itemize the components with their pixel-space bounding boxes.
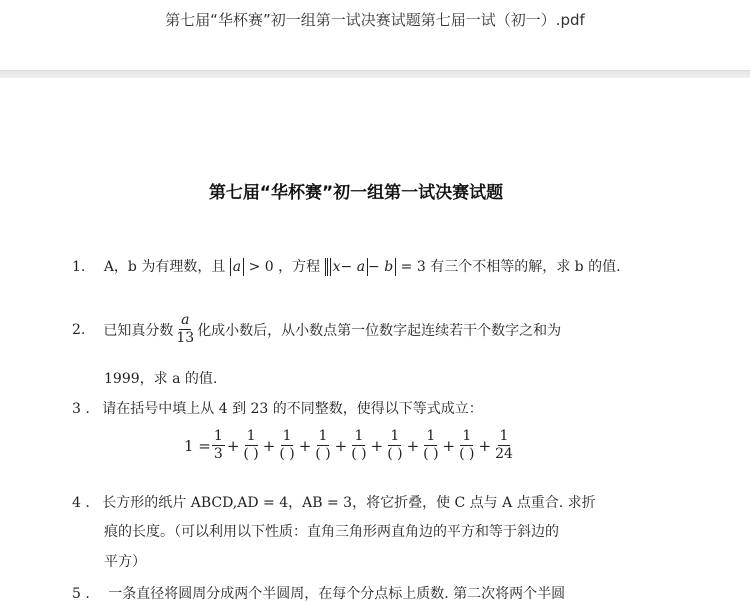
plus-sign: + (442, 436, 456, 455)
plus-sign: + (370, 436, 384, 455)
plus-sign: + (298, 436, 312, 455)
fraction-blank[interactable]: $\frac{1}{( )}$ (423, 428, 439, 462)
question-2-text-b: 化成小数后，从小数点第一位数字起连续若干个数字之和为 (197, 322, 562, 339)
question-1-cond: > 0 (248, 259, 274, 275)
question-1 (72, 256, 621, 276)
question-3-text: 请在括号中填上从 4 到 23 的不同整数，使得以下等式成立： (102, 401, 483, 417)
question-4 (72, 492, 596, 512)
window-title: 第七届“华杯赛”初一组第一试决赛试题第七届一试（初一）.pdf (165, 11, 585, 29)
question-2-text-a: 已知真分数 (103, 322, 174, 339)
fraction-blank[interactable]: $\frac{1}{( )}$ (351, 428, 367, 462)
question-3 (72, 398, 483, 418)
plus-sign: + (406, 436, 420, 455)
question-5 (72, 583, 565, 603)
plus-sign: + (334, 436, 348, 455)
fraction-equation (184, 428, 516, 463)
fraction-blank[interactable]: $\frac{1}{( )}$ (243, 428, 259, 462)
question-5-number: 5 . (72, 586, 90, 602)
nested-abs-expression: x− a − b (325, 258, 397, 276)
toolbar-divider (0, 70, 750, 78)
question-1-number: 1. (72, 259, 86, 275)
question-4-line2: 痕的长度。（可以利用以下性质：直角三角形两直角边的平方和等于斜边的 (104, 524, 559, 540)
question-1-text-c: 有三个不相等的解，求 b 的值. (430, 259, 621, 275)
question-4-line3: 平方） (104, 554, 146, 570)
equation-lhs: 1 = (184, 436, 211, 455)
question-2 (72, 312, 561, 347)
question-1-text-b: ，方程 (278, 259, 321, 275)
window-titlebar (0, 0, 750, 70)
question-1-eq: = 3 (400, 259, 426, 275)
question-5-partial: 一条直径将圆周分成两个半圆周，在每个分点标上质数. 第二次将两个半圆 (108, 586, 566, 602)
question-4-line1: 长方形的纸片 ABCD,AD = 4，AB = 3，将它折叠，使 C 点与 A 点重合. 求折 (102, 495, 596, 511)
document-title: 第七届“华杯赛”初一组第一试决赛试题 (208, 183, 504, 203)
question-3-number: 3 . (72, 401, 90, 417)
fraction-blank[interactable]: $\frac{1}{( )}$ (459, 428, 475, 462)
plus-sign: + (262, 436, 276, 455)
plus-sign: + (226, 436, 240, 455)
question-2-continued: 1999，求 a 的值. (104, 371, 218, 387)
question-1-text-a: A，b 为有理数，且 (103, 259, 226, 275)
fraction-a-over-13: $\frac{a}{13}$ (176, 312, 195, 346)
plus-sign: + (478, 436, 492, 455)
fraction-blank[interactable]: $\frac{1}{( )}$ (279, 428, 295, 462)
fraction-blank[interactable]: $\frac{1}{( )}$ (387, 428, 403, 462)
question-4-number: 4 . (72, 495, 90, 511)
fraction-1-3: $\frac{1}{3}$ (213, 428, 223, 462)
fraction-1-24: $\frac{1}{24}$ (495, 428, 513, 462)
question-2-number: 2. (72, 321, 86, 338)
fraction-blank[interactable]: $\frac{1}{( )}$ (315, 428, 331, 462)
abs-a: a (230, 258, 244, 276)
